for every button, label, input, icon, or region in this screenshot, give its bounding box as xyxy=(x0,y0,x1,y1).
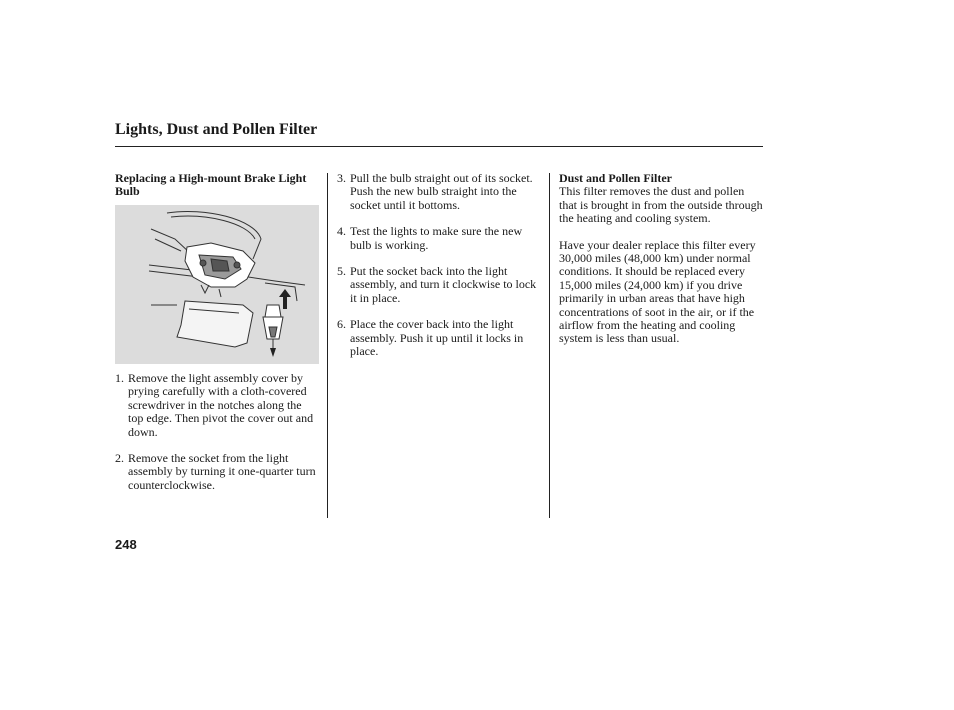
step-text: Put the socket back into the light assembly, and turn it clockwise to lock it in place. xyxy=(350,264,537,305)
column-divider-2 xyxy=(549,173,550,518)
section-heading-brake-light: Replacing a High-mount Brake Light Bulb xyxy=(115,171,307,199)
step-text: Test the lights to make sure the new bulb is working. xyxy=(350,224,523,252)
step-number: 6. xyxy=(337,317,346,332)
step-number: 2. xyxy=(115,451,124,466)
step-5 xyxy=(337,265,542,305)
section-heading-dust-filter: Dust and Pollen Filter xyxy=(559,171,672,185)
step-text: Pull the bulb straight out of its socket. Push the new bulb straight into the socket until it bottoms. xyxy=(350,171,533,212)
step-4 xyxy=(337,225,542,252)
step-1 xyxy=(115,372,317,439)
step-3 xyxy=(337,172,542,212)
step-number: 1. xyxy=(115,371,124,385)
step-number: 3. xyxy=(337,171,346,185)
dust-filter-paragraph-1: This filter removes the dust and pollen that is brought in from the outside through the heating and cooling system. xyxy=(559,184,763,226)
column-3 xyxy=(559,172,764,346)
column-1-steps xyxy=(115,372,317,492)
step-number: 4. xyxy=(337,224,346,239)
brake-light-diagram xyxy=(115,205,319,364)
step-number: 5. xyxy=(337,264,346,279)
step-6 xyxy=(337,318,542,358)
column-2 xyxy=(337,172,542,358)
dust-filter-paragraph-2: Have your dealer replace this filter every 30,000 miles (48,000 km) under normal conditions. It should be replaced every 15,000 miles (24,000 km) if you drive primarily in urban areas that have high concentrations of soot in the air, or if the airflow from the heating and cooling system is less than usual. xyxy=(559,237,756,346)
page-number: 248 xyxy=(115,537,137,552)
column-1 xyxy=(115,172,315,199)
brake-light-illustration xyxy=(115,205,319,364)
page-title: Lights, Dust and Pollen Filter xyxy=(115,121,318,138)
step-2 xyxy=(115,452,317,492)
step-text: Remove the light assembly cover by prying carefully with a cloth-covered screwdriver in the notches along the top edge. Then pivot the cover out and down. xyxy=(128,371,314,439)
title-divider xyxy=(115,146,763,147)
column-divider-1 xyxy=(327,173,328,518)
step-text: Remove the socket from the light assembly by turning it one-quarter turn counterclockwise. xyxy=(128,451,316,492)
step-text: Place the cover back into the light assembly. Push it up until it locks in place. xyxy=(350,317,524,359)
